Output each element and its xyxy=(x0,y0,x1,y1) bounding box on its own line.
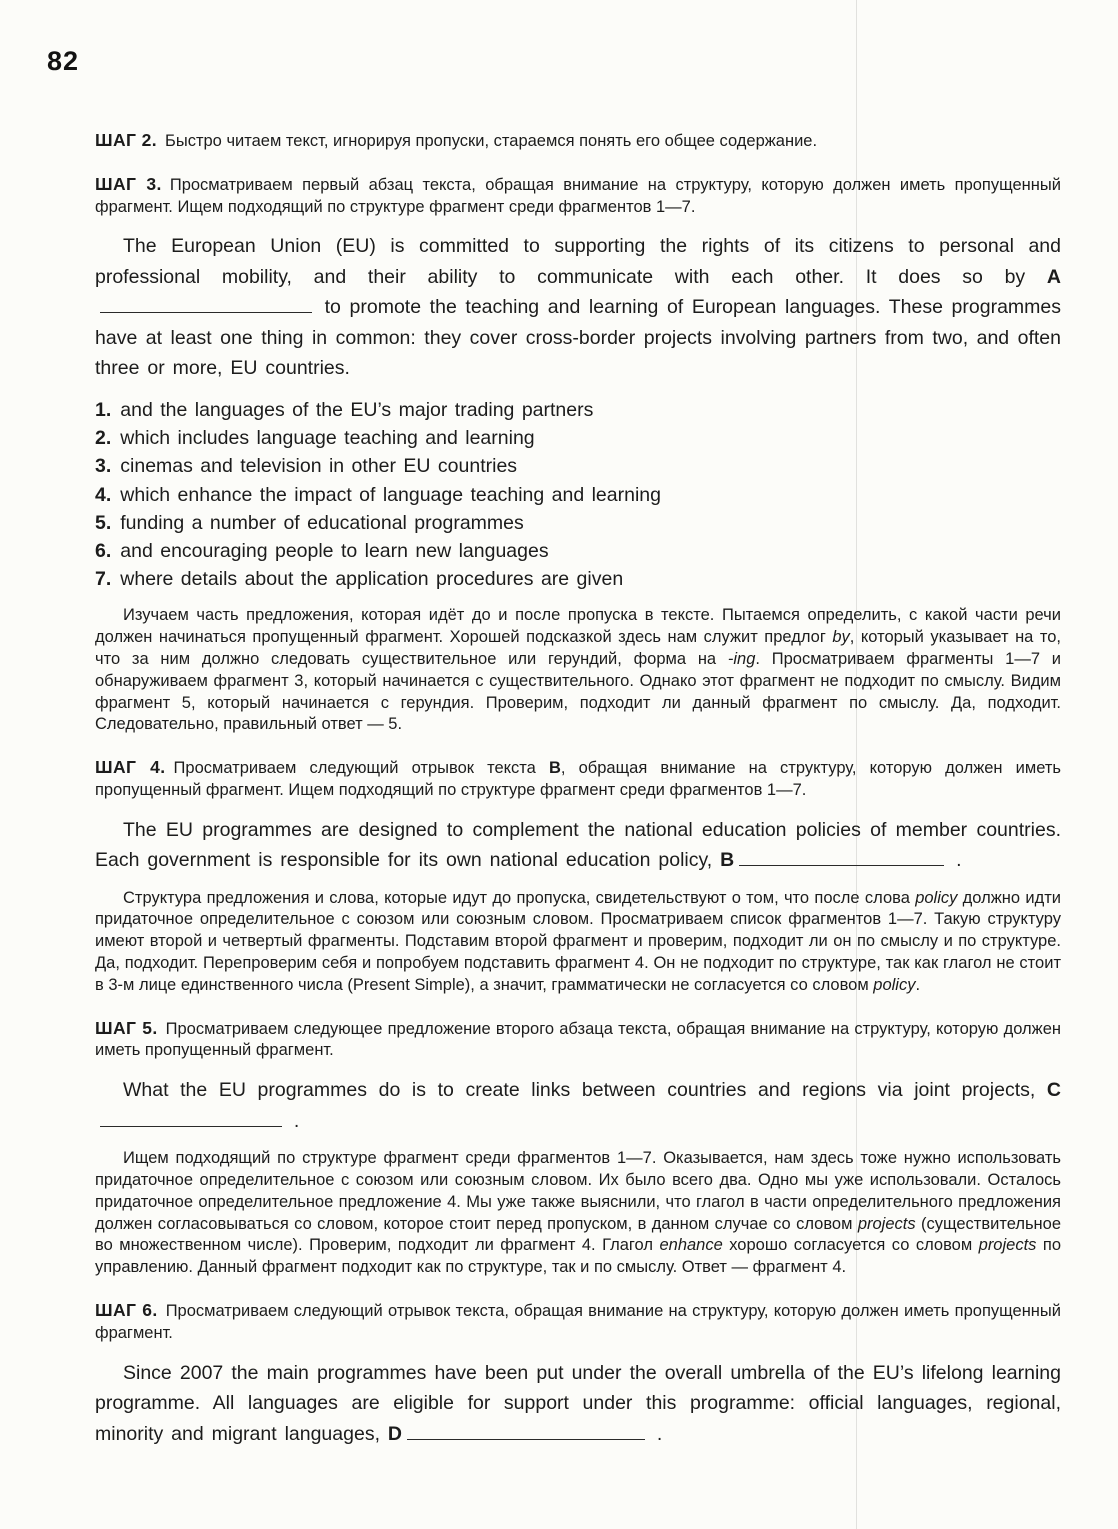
step-4 xyxy=(95,757,1061,802)
analysis-gap-b xyxy=(95,888,1061,997)
fragment-text: where details about the application procedures are given xyxy=(120,568,624,591)
analysis-gap-c xyxy=(95,1148,1061,1279)
gap-letter: B xyxy=(548,759,561,778)
step-3-text: Просматриваем первый абзац текста, обращая внимание на структуру, которую должен иметь пропущенный фрагмент. Ищем подходящий по структуре фрагмент среди фрагментов 1—7. xyxy=(95,175,1061,216)
text-segment: to promote the teaching and learning of European languages. These programmes have at least one thing in common: they cover cross-border projects involving partners from two, and often three or more, EU countries. xyxy=(95,296,1061,380)
text-segment: . xyxy=(286,1109,300,1132)
page-content xyxy=(95,130,1061,1449)
text-segment: enhance xyxy=(659,1236,723,1255)
step-6-label: ШАГ 6. xyxy=(95,1300,158,1321)
fragment-text: funding a number of educational programmes xyxy=(120,511,524,534)
text-segment: . xyxy=(948,849,962,872)
text-segment: by xyxy=(832,628,850,647)
gap-blank-line xyxy=(100,298,312,314)
fragment-text: and the languages of the EU’s major trading partners xyxy=(120,398,594,421)
step-4-label: ШАГ 4. xyxy=(95,757,166,778)
gap-letter: B xyxy=(720,849,735,872)
fragment-number: 7. xyxy=(95,568,112,591)
passage-gap-d xyxy=(95,1358,1061,1450)
text-segment: The EU programmes are designed to complement the national education policies of member countries. Each government is responsible for its own national education policy, xyxy=(95,818,1061,872)
gap-blank-line xyxy=(407,1424,645,1440)
text-segment: The European Union (EU) is committed to supporting the rights of its citizens to personal and professional mobility, and their ability to communicate with each other. It does so by xyxy=(95,235,1061,288)
gap-blank-line xyxy=(100,1111,282,1127)
text-segment: projects xyxy=(857,1214,916,1233)
text-segment xyxy=(380,1423,388,1445)
text-segment: . xyxy=(649,1422,663,1445)
step-4-text xyxy=(95,759,1061,799)
text-segment: Изучаем часть предложения, которая идёт до и после пропуска в тексте. Пытаемся определить, с какой части речи должен начинаться пропущенный фрагмент. Хорошей подсказкой здесь нам служит предлог xyxy=(95,606,1061,647)
fragment-number: 3. xyxy=(95,455,112,478)
gap-letter: D xyxy=(387,1422,403,1445)
text-segment: Since 2007 the main programmes have been put under the overall umbrella of the EU’s lifelong learning programme. All languages are eligible for support under this programme: official languages, regional, minority and migrant languages, xyxy=(95,1361,1061,1445)
fragment-item-6 xyxy=(95,537,1061,565)
fragment-item-1 xyxy=(95,396,1061,424)
gap-letter: C xyxy=(1046,1079,1062,1102)
fragment-text: which includes language teaching and learning xyxy=(120,427,535,450)
fragment-list xyxy=(95,396,1061,593)
text-segment: -ing xyxy=(727,649,756,668)
step-2 xyxy=(95,130,1061,153)
passage-gap-a xyxy=(95,231,1061,384)
gap-letter: A xyxy=(1046,265,1061,288)
text-segment: . xyxy=(915,975,921,994)
text-segment: , который указывает на то, что за ним должно следовать существительное или герундий, форма на xyxy=(95,628,1061,668)
fragment-item-7 xyxy=(95,565,1061,593)
passage-gap-c xyxy=(95,1075,1061,1136)
page-number: 82 xyxy=(47,46,80,76)
analysis-gap-a xyxy=(95,605,1061,736)
text-segment: , обращая внимание на структуру, которую должен иметь пропущенный фрагмент. Ищем подходящий по структуре фрагмент среди фрагментов 1—7. xyxy=(95,759,1061,799)
step-2-label: ШАГ 2. xyxy=(95,130,158,150)
gap-blank-line xyxy=(739,851,944,867)
fragment-number: 5. xyxy=(95,511,112,534)
step-5-label: ШАГ 5. xyxy=(95,1017,158,1038)
text-segment: . Просматриваем фрагменты 1—7 и обнаруживаем фрагмент 3, который начинается с существительного. Однако этот фрагмент не подходит по смыслу. Видим фрагмент 5, который начинается с герундия. Проверим, подходит ли данный фрагмент по смыслу. Да, подходит. Следовательно, правильный ответ — 5. xyxy=(95,649,1061,734)
text-segment xyxy=(1035,1079,1047,1101)
text-segment: Просматриваем следующий отрывок текста xyxy=(173,759,549,778)
text-segment: policy xyxy=(915,888,958,907)
text-segment: projects xyxy=(978,1236,1037,1255)
step-6-text: Просматриваем следующий отрывок текста, обращая внимание на структуру, которую должен иметь пропущенный фрагмент. xyxy=(95,1302,1061,1342)
text-segment: (существительное во множественном числе). Проверим, подходит ли фрагмент 4. Глагол xyxy=(95,1214,1062,1255)
text-segment: по управлению. Данный фрагмент подходит как по структуре, так и по смыслу. Ответ — фрагмент 4. xyxy=(95,1236,1061,1277)
fragment-item-4 xyxy=(95,481,1061,509)
text-segment xyxy=(1025,266,1047,288)
step-5-text: Просматриваем следующее предложение второго абзаца текста, обращая внимание на структуру, которую должен иметь пропущенный фрагмент. xyxy=(95,1019,1061,1060)
text-segment: policy xyxy=(873,975,916,994)
step-3-label: ШАГ 3. xyxy=(95,173,162,194)
fragment-number: 6. xyxy=(95,539,112,562)
fragment-text: and encouraging people to learn new languages xyxy=(120,539,549,562)
fragment-text: which enhance the impact of language teaching and learning xyxy=(120,483,661,506)
step-6 xyxy=(95,1300,1061,1345)
text-segment: хорошо согласуется со словом xyxy=(722,1236,979,1255)
step-2-text: Быстро читаем текст, игнорируя пропуски, стараемся понять его общее содержание. xyxy=(165,132,818,150)
text-segment: должно идти придаточное определительное с союзом или союзным словом. Просматриваем список фрагментов 1—7. Такую структуру имеют второй и четвертый фрагменты. Подставим второй фрагмент и проверим, подходит ли он по смыслу и по структуре. Да, подходит. Перепроверим себя и попробуем подставить фрагмент 4. Он не подходит по структуре, так как глагол не стоит в 3-м лице единственного числа (Present Simple), а значит, грамматически не согласуется со словом xyxy=(95,888,1061,994)
fragment-number: 4. xyxy=(95,483,112,506)
text-segment xyxy=(712,849,720,871)
text-segment: Ищем подходящий по структуре фрагмент среди фрагментов 1—7. Оказывается, нам здесь тоже нужно использовать придаточное определительное с союзом или союзным словом. Их было всего два. Одно мы уже использовали. Осталось придаточное определительное предложение 4. Мы уже также выяснили, что глагол в части определительного предложения должен согласовываться со словом, которое стоит перед пропуском, в данном случае со словом xyxy=(95,1149,1061,1233)
text-segment: Структура предложения и слова, которые идут до пропуска, свидетельствуют о том, что после слова xyxy=(123,888,916,907)
fragment-number: 1. xyxy=(95,398,112,421)
fragment-item-2 xyxy=(95,424,1061,452)
fragment-item-5 xyxy=(95,509,1061,537)
step-5 xyxy=(95,1018,1061,1063)
fragment-number: 2. xyxy=(95,427,112,450)
fragment-item-3 xyxy=(95,452,1061,480)
text-segment: What the EU programmes do is to create links between countries and regions via joint projects, xyxy=(123,1079,1036,1102)
step-3 xyxy=(95,174,1061,219)
passage-gap-b xyxy=(95,815,1061,876)
fragment-text: cinemas and television in other EU countries xyxy=(120,455,518,478)
